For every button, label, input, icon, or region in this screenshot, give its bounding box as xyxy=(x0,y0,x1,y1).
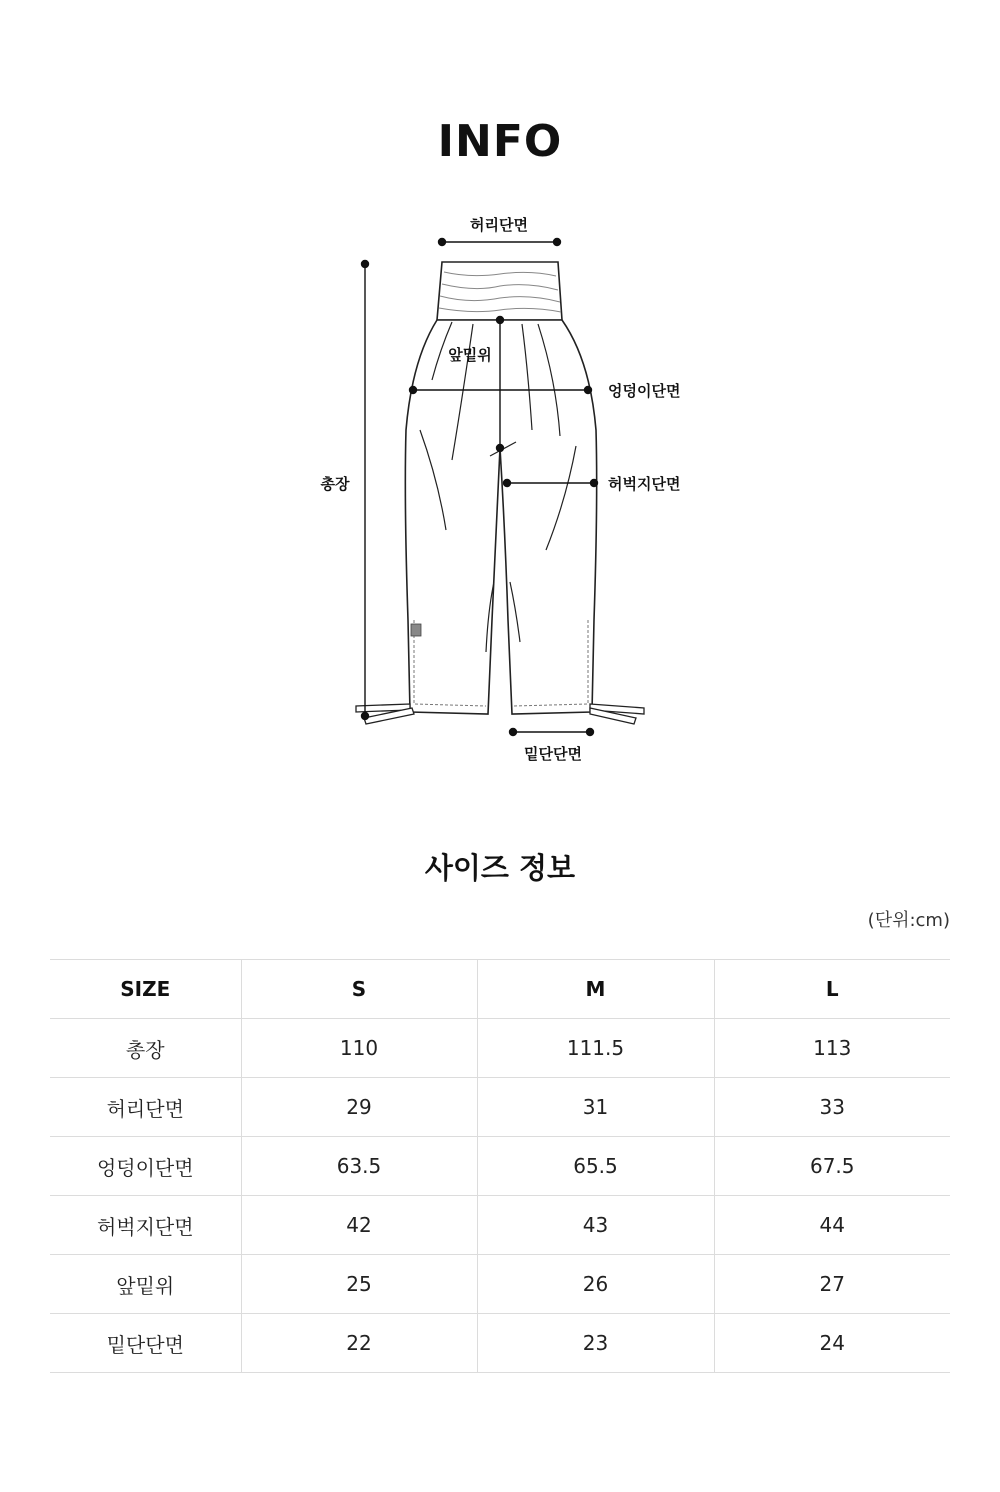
header-l: L xyxy=(714,960,950,1019)
pants-body-shape xyxy=(405,320,596,714)
table-cell: 27 xyxy=(714,1255,950,1314)
row-label: 엉덩이단면 xyxy=(50,1137,241,1196)
label-hem: 밑단단면 xyxy=(524,745,582,763)
table-cell: 67.5 xyxy=(714,1137,950,1196)
table-cell: 25 xyxy=(241,1255,477,1314)
label-hip: 엉덩이단면 xyxy=(608,382,681,400)
table-cell: 33 xyxy=(714,1078,950,1137)
label-thigh: 허벅지단면 xyxy=(608,475,681,493)
pants-illustration xyxy=(0,200,1000,780)
header-m: M xyxy=(477,960,714,1019)
size-info-title: 사이즈 정보 xyxy=(424,851,576,885)
table-row xyxy=(50,1078,950,1137)
table-row xyxy=(50,1314,950,1373)
row-label: 허벅지단면 xyxy=(50,1196,241,1255)
table-cell: 23 xyxy=(477,1314,714,1373)
label-front-rise: 앞밑위 xyxy=(448,346,492,364)
page-title: INFO xyxy=(437,116,563,167)
header-s: S xyxy=(241,960,477,1019)
unit-label: (단위:cm) xyxy=(867,910,950,931)
label-waist: 허리단면 xyxy=(470,216,528,234)
table-row xyxy=(50,1137,950,1196)
table-header-row xyxy=(50,960,950,1019)
table-cell: 65.5 xyxy=(477,1137,714,1196)
table-row xyxy=(50,1196,950,1255)
size-table xyxy=(50,959,950,1373)
table-cell: 43 xyxy=(477,1196,714,1255)
table-cell: 31 xyxy=(477,1078,714,1137)
table-row xyxy=(50,1019,950,1078)
table-cell: 22 xyxy=(241,1314,477,1373)
waistband-shape xyxy=(437,262,562,320)
header-size: SIZE xyxy=(50,960,241,1019)
table-cell: 110 xyxy=(241,1019,477,1078)
row-label: 총장 xyxy=(50,1019,241,1078)
table-cell: 29 xyxy=(241,1078,477,1137)
table-row xyxy=(50,1255,950,1314)
table-cell: 42 xyxy=(241,1196,477,1255)
row-label: 앞밑위 xyxy=(50,1255,241,1314)
table-cell: 26 xyxy=(477,1255,714,1314)
table-cell: 44 xyxy=(714,1196,950,1255)
table-cell: 113 xyxy=(714,1019,950,1078)
pants-measurement-diagram xyxy=(0,200,1000,780)
label-total-length: 총장 xyxy=(320,475,350,493)
table-cell: 63.5 xyxy=(241,1137,477,1196)
table-cell: 111.5 xyxy=(477,1019,714,1078)
table-cell: 24 xyxy=(714,1314,950,1373)
row-label: 밑단단면 xyxy=(50,1314,241,1373)
row-label: 허리단면 xyxy=(50,1078,241,1137)
